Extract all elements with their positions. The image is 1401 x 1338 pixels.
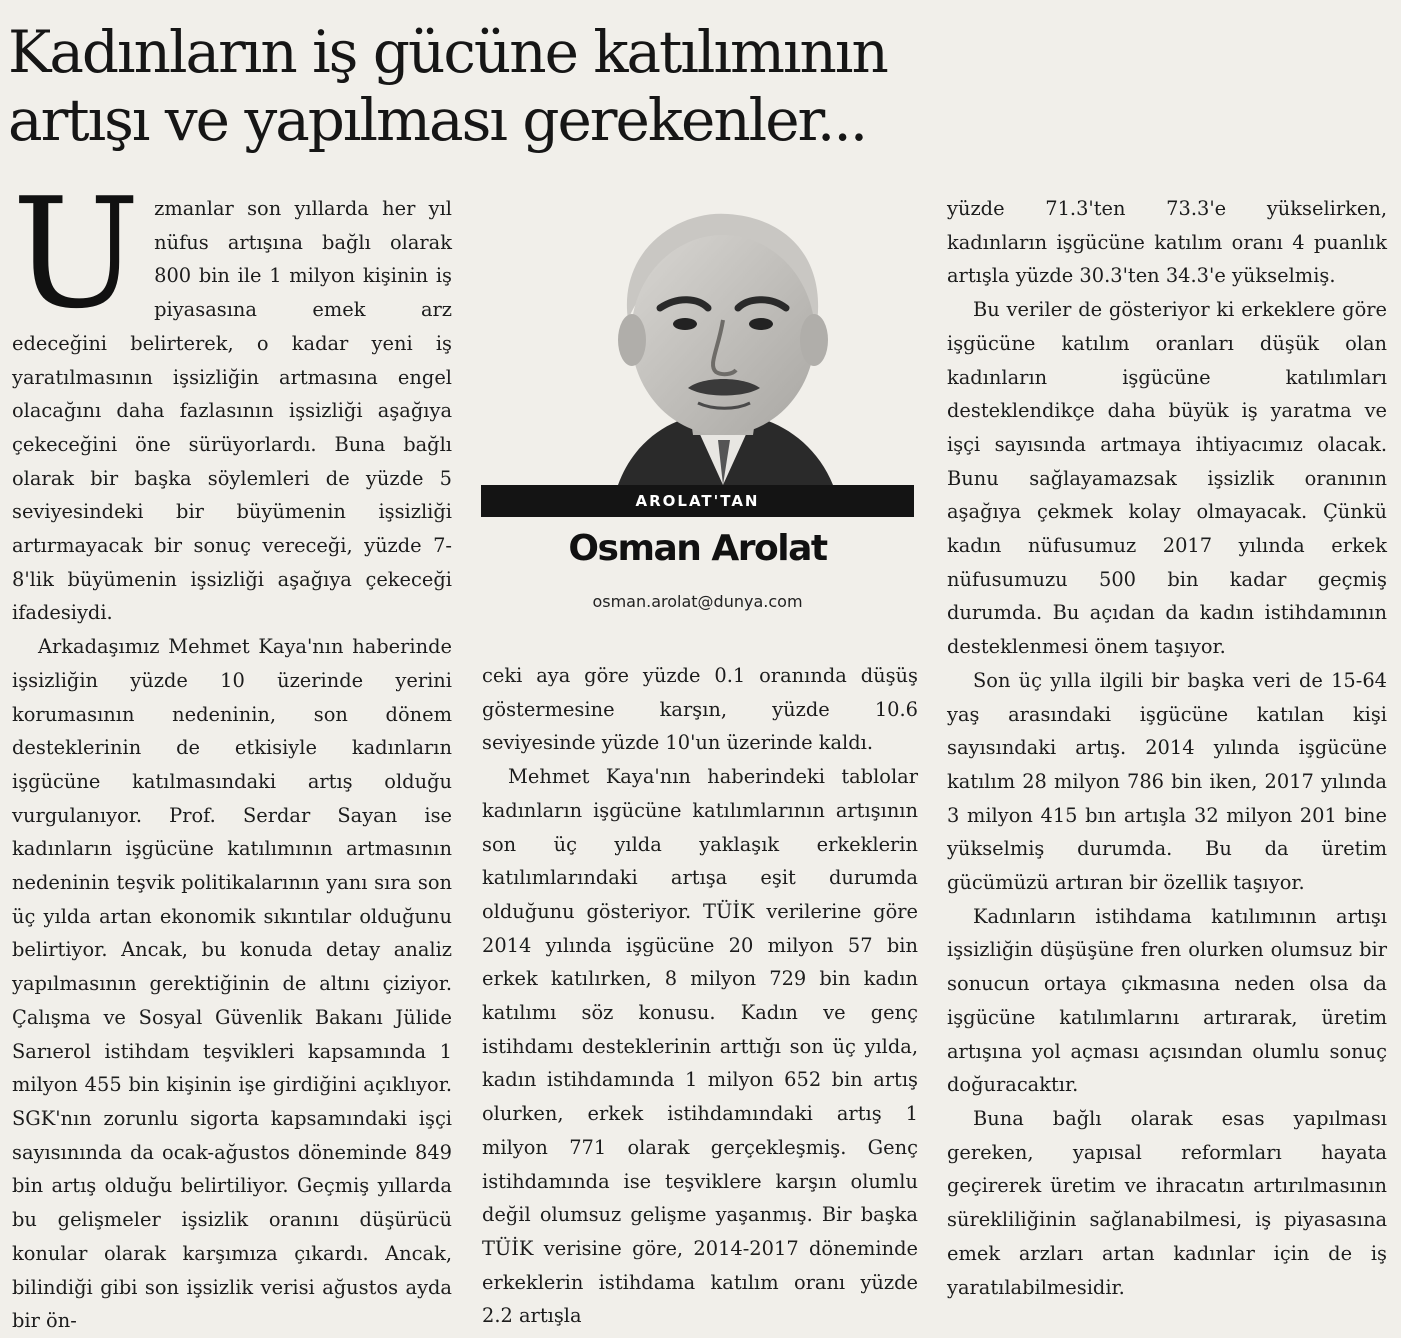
paragraph: Bu veriler de gösteriyor ki erkeklere göre işgücüne katılım oranları düşük olan kadınların işgücüne katılımları desteklendikçe daha büyük iş yaratma ve işçi sayısında artmaya ihtiyacımız olacak. Bunu sağlayamazsak işsizlik oranının aşağıya çekmek kolay olmayacak. Çünkü kadın nüfusumuz 2017 yılında erkek nüfusumuzu 500 bin kadar geçmiş durumda. Bu açıdan da kadın istihdamının desteklenmesi önem taşıyor.	[947, 298, 1387, 659]
paragraph: Buna bağlı olarak esas yapılması gereken, yapısal reformları hayata geçirerek üretim ve ihracatın artırılmasının sürekliliğinin sağlanabilmesi, iş piyasasına emek arzları artan kadınlar için de iş yaratılabilmesidir.	[947, 1106, 1387, 1299]
paragraph: ceki aya göre yüzde 0.1 oranında düşüş göstermesine karşın, yüzde 10.6 seviyesinde yüzde 10'un üzerinde kaldı.	[482, 664, 918, 755]
paragraph: yüzde 71.3'ten 73.3'e yükselirken, kadınların işgücüne katılım oranı 4 puanlık artışla yüzde 30.3'ten 34.3'e yükselmiş.	[947, 197, 1387, 288]
paragraph: Mehmet Kaya'nın haberindeki tablolar kadınların işgücüne katılımlarının artışının son üç yılda yaklaşık erkeklerin katılımlarındaki artışa eşit durumda olduğunu gösteriyor. TÜİK verilerine göre 2014 yılında işgücüne 20 milyon 57 bin erkek katılırken, 8 milyon 729 bin kadın katılımı söz konusu. Kadın ve genç istihdamı desteklerinin arttığı son üç yılda, kadın istihdamında 1 milyon 652 bin artış olurken, erkek istihdamındaki artış 1 milyon 771 olarak gerçekleşmiş. Genç istihdamında ise teşviklere karşın olumlu değil olumsuz gelişme yaşanmış. Bir başka TÜİK verisine göre, 2014-2017 döneminde erkeklerin istihdama katılım oranı yüzde 2.2 artışla	[482, 765, 918, 1328]
article-column-2	[482, 659, 918, 1333]
drop-cap: U	[12, 165, 141, 342]
article-column-3	[947, 192, 1387, 1304]
paragraph: Kadınların istihdama katılımının artışı işsizliğin düşüşüne fren olurken olumsuz bir sonucun ortaya çıkmasına neden olsa da işgücüne katılımlarını artırarak, üretim artışına yol açması açısından olumlu sonuç doğuracaktır.	[947, 904, 1387, 1097]
paragraph: Arkadaşımız Mehmet Kaya'nın haberinde işsizliğin yüzde 10 üzerinde yerini korumasının nedeninin, son dönem desteklerinin de etkisiyle kadınların işgücüne katılmasındaki artış olduğu vurgulanıyor. Prof. Serdar Sayan ise kadınların işgücüne katılımının artmasının nedeninin teşvik politikalarının yanı sıra son üç yılda artan ekonomik sıkıntılar olduğunu belirtiyor. Ancak, bu konuda detay analiz yapılmasının gerektiğinin de altını çiziyor. Çalışma ve Sosyal Güvenlik Bakanı Jülide Sarıerol istihdam teşvikleri kapsamında 1 milyon 455 bin kişinin işe girdiğini açıklıyor. SGK'nın zorunlu sigorta kapsamındaki işçi sayısınında da ocak-ağustos döneminde 849 bin artış olduğu belirtiliyor. Geçmiş yıllarda bu gelişmeler işsizlik oranını düşürücü konular olarak karşımıza çıkardı. Ancak, bilindiği gibi son işsizlik verisi ağustos ayda bir ön-	[12, 635, 452, 1333]
paragraph-text: zmanlar son yıllarda her yıl nüfus artışına bağlı olarak 800 bin ile 1 milyon kişinin iş piyasasına emek arz edeceğini belirterek, o kadar yeni iş yaratılmasının işsizliğin artmasına engel olacağını daha fazlasının işsizliği aşağıya çekeceğini öne sürüyorlardı. Buna bağlı olarak bir başka söylemleri de yüzde 5 seviyesindeki bir büyümenin işsizliği artırmayacak bir sonuç vereceği, yüzde 7-8'lik büyümenin işsizliği aşağıya çekeceği ifadesiydi.	[12, 197, 452, 625]
paragraph: Son üç yılla ilgili bir başka veri de 15-64 yaş arasındaki işgücüne katılan kişi sayısındaki artış. 2014 yılında işgücüne katılım 28 milyon 786 bin iken, 2017 yılında 3 milyon 415 bın artışla 32 milyon 201 bine yükselmiş durumda. Bu da üretim gücümüzü artıran bir özellik taşıyor.	[947, 668, 1387, 895]
headline-line-1: Kadınların iş gücüne katılımının	[8, 18, 887, 86]
headline	[8, 18, 1388, 154]
author-name: Osman Arolat	[568, 528, 827, 569]
author-portrait	[548, 200, 888, 485]
headline-line-2: artışı ve yapılması gerekenler...	[8, 86, 867, 154]
paragraph	[12, 165, 452, 630]
article-column-1	[12, 165, 452, 1338]
column-name-bar: AROLAT'TAN	[481, 485, 914, 517]
author-email: osman.arolat@dunya.com	[592, 592, 803, 611]
